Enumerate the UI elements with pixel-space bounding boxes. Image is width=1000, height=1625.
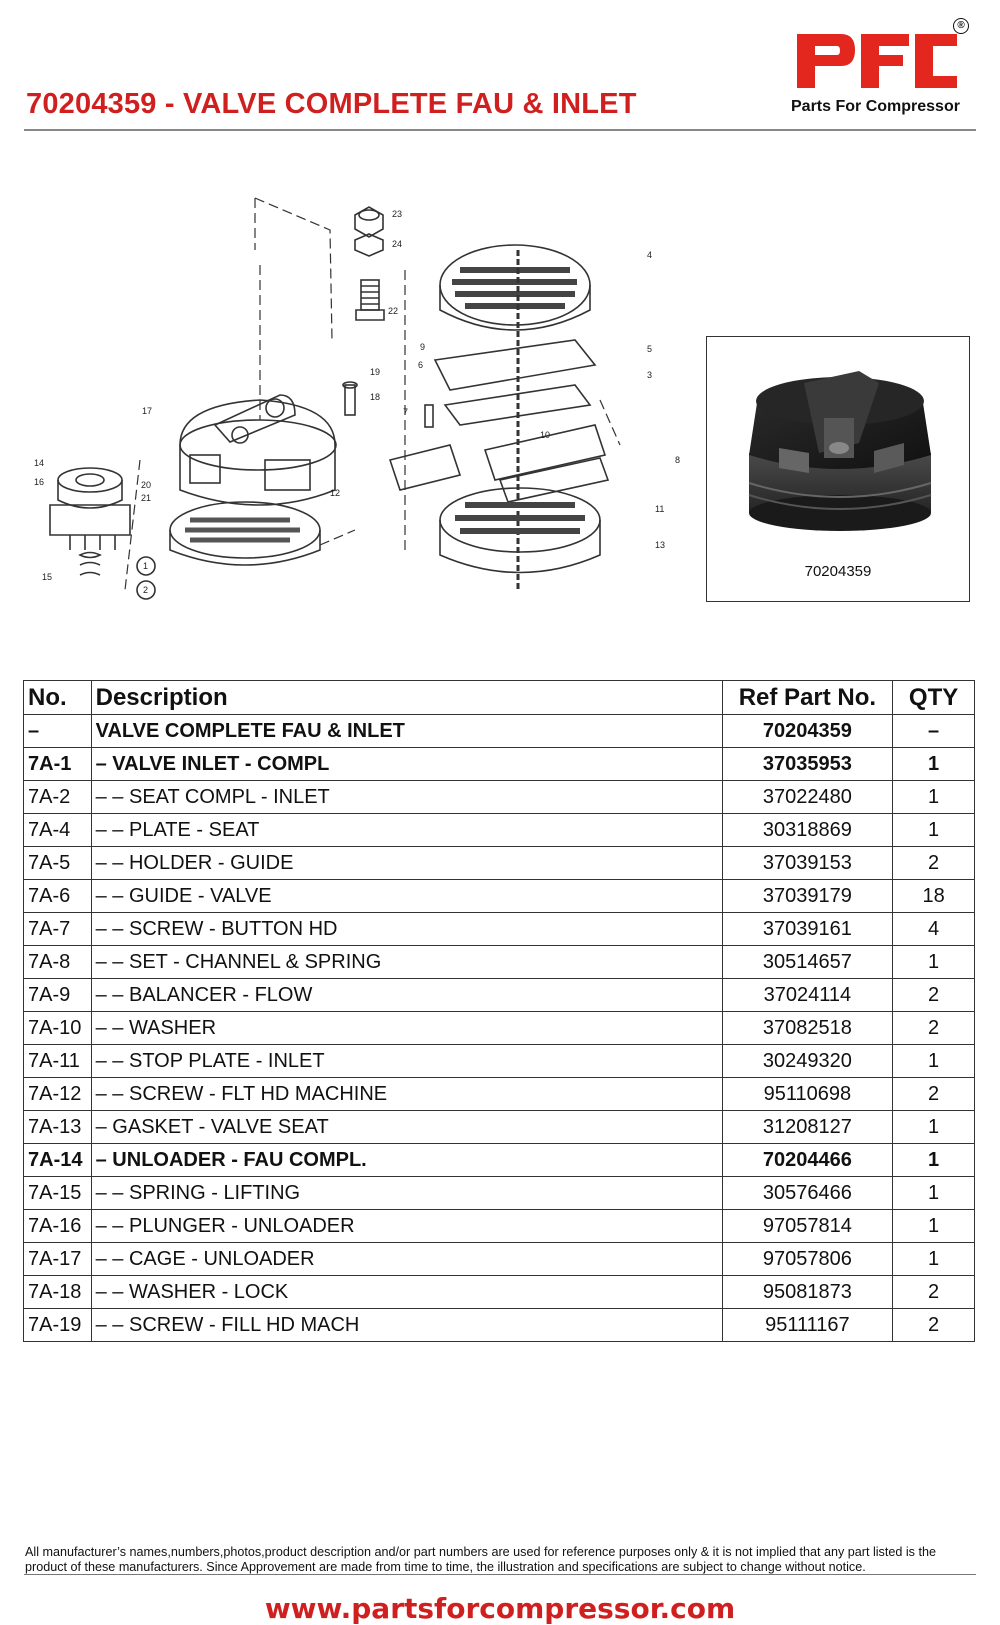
exploded-valve-diagram (30, 190, 690, 620)
product-photo-frame (706, 336, 970, 602)
callout-label: 15 (42, 572, 53, 582)
cell-description: – – STOP PLATE - INLET (91, 1045, 722, 1078)
cell-qty: 1 (893, 1111, 975, 1144)
cell-description: – GASKET - VALVE SEAT (91, 1111, 722, 1144)
cell-ref-part-no: 95110698 (722, 1078, 893, 1111)
cell-no: 7A-7 (24, 913, 92, 946)
callout-label: 18 (370, 392, 381, 402)
cell-ref-part-no: 95111167 (722, 1309, 893, 1342)
cell-description: VALVE COMPLETE FAU & INLET (91, 715, 722, 748)
logo-subtitle: Parts For Compressor (791, 98, 960, 115)
cell-no: 7A-10 (24, 1012, 92, 1045)
cell-ref-part-no: 30514657 (722, 946, 893, 979)
cell-qty: 2 (893, 1309, 975, 1342)
cell-ref-part-no: 70204359 (722, 715, 893, 748)
cell-ref-part-no: 37022480 (722, 781, 893, 814)
photo-caption: 70204359 (804, 563, 872, 580)
table-row (24, 913, 975, 946)
cell-no: 7A-14 (24, 1144, 92, 1177)
table-row (24, 1144, 975, 1177)
cell-no: 7A-9 (24, 979, 92, 1012)
cell-qty: 2 (893, 1276, 975, 1309)
cell-qty: – (893, 715, 975, 748)
lower-seat-left (170, 502, 320, 565)
callout-label: 6 (418, 360, 424, 370)
cell-ref-part-no: 37039161 (722, 913, 893, 946)
callout-label: 7 (403, 407, 409, 417)
cell-description: – – BALANCER - FLOW (91, 979, 722, 1012)
table-row (24, 1276, 975, 1309)
cell-ref-part-no: 95081873 (722, 1276, 893, 1309)
cell-no: 7A-5 (24, 847, 92, 880)
cell-description: – – PLATE - SEAT (91, 814, 722, 847)
callout-label: 12 (330, 488, 341, 498)
callout-label: 8 (675, 455, 681, 465)
callout-label: 2 (143, 585, 149, 595)
cell-description: – – PLUNGER - UNLOADER (91, 1210, 722, 1243)
cell-qty: 1 (893, 814, 975, 847)
cell-qty: 1 (893, 1177, 975, 1210)
cell-no: 7A-8 (24, 946, 92, 979)
cell-qty: 4 (893, 913, 975, 946)
footer-divider (24, 1574, 976, 1575)
cell-qty: 2 (893, 979, 975, 1012)
callout-label: 24 (392, 239, 403, 249)
cell-description: – – SCREW - FILL HD MACH (91, 1309, 722, 1342)
header-qty: QTY (893, 681, 975, 715)
cell-qty: 1 (893, 1045, 975, 1078)
callout-label: 13 (655, 540, 666, 550)
cell-description: – – SEAT COMPL - INLET (91, 781, 722, 814)
cell-no: 7A-19 (24, 1309, 92, 1342)
table-row (24, 1177, 975, 1210)
table-row (24, 748, 975, 781)
callout-label: 23 (392, 209, 403, 219)
cell-no: 7A-1 (24, 748, 92, 781)
header-description: Description (91, 681, 722, 715)
cell-no: 7A-17 (24, 1243, 92, 1276)
cell-ref-part-no: 30318869 (722, 814, 893, 847)
table-row (24, 1012, 975, 1045)
cell-qty: 2 (893, 1012, 975, 1045)
cell-ref-part-no: 97057814 (722, 1210, 893, 1243)
cell-description: – – WASHER (91, 1012, 722, 1045)
table-row (24, 1210, 975, 1243)
cell-ref-part-no: 37035953 (722, 748, 893, 781)
callout-label: 20 (141, 480, 152, 490)
table-row (24, 979, 975, 1012)
cell-no: 7A-18 (24, 1276, 92, 1309)
cell-qty: 1 (893, 1243, 975, 1276)
callout-label: 22 (388, 306, 399, 316)
cell-description: – UNLOADER - FAU COMPL. (91, 1144, 722, 1177)
table-row (24, 946, 975, 979)
unloader-body (180, 395, 336, 505)
callout-label: 16 (34, 477, 45, 487)
cell-qty: 1 (893, 1210, 975, 1243)
cell-qty: 1 (893, 946, 975, 979)
header-no: No. (24, 681, 92, 715)
nut-part (355, 207, 383, 256)
callout-label: 21 (141, 493, 152, 503)
cell-ref-part-no: 37024114 (722, 979, 893, 1012)
cell-ref-part-no: 37039153 (722, 847, 893, 880)
pfc-logo-mark (793, 28, 963, 94)
cell-qty: 18 (893, 880, 975, 913)
cell-ref-part-no: 31208127 (722, 1111, 893, 1144)
cell-ref-part-no: 70204466 (722, 1144, 893, 1177)
page-title: 70204359 - VALVE COMPLETE FAU & INLET (26, 88, 637, 120)
table-row (24, 715, 975, 748)
cell-ref-part-no: 30249320 (722, 1045, 893, 1078)
callout-label: 11 (655, 504, 665, 514)
table-header-row (24, 681, 975, 715)
callout-label: 1 (143, 561, 149, 571)
callout-label: 3 (647, 370, 653, 380)
inlet-valve-seat (440, 488, 600, 573)
cell-description: – – SCREW - BUTTON HD (91, 913, 722, 946)
table-row (24, 847, 975, 880)
cell-qty: 1 (893, 748, 975, 781)
table-row (24, 880, 975, 913)
cell-no: 7A-11 (24, 1045, 92, 1078)
pfc-logo (785, 18, 975, 123)
parts-table (23, 680, 975, 1342)
product-photo (709, 343, 969, 563)
cell-no: 7A-12 (24, 1078, 92, 1111)
website-link[interactable]: www.partsforcompressor.com (264, 1592, 736, 1625)
cell-no: 7A-2 (24, 781, 92, 814)
table-row (24, 781, 975, 814)
table-row (24, 1078, 975, 1111)
cell-description: – – CAGE - UNLOADER (91, 1243, 722, 1276)
callout-label: 4 (647, 250, 653, 260)
cell-ref-part-no: 30576466 (722, 1177, 893, 1210)
table-row (24, 1243, 975, 1276)
callout-label: 10 (540, 430, 551, 440)
cell-no: – (24, 715, 92, 748)
cell-ref-part-no: 37082518 (722, 1012, 893, 1045)
callout-label: 14 (34, 458, 45, 468)
cell-ref-part-no: 97057806 (722, 1243, 893, 1276)
table-row (24, 814, 975, 847)
header-ref-part-no: Ref Part No. (722, 681, 893, 715)
registered-mark: ® (953, 18, 969, 34)
disclaimer-text: All manufacturer’s names,numbers,photos,product description and/or part numbers are used for reference purposes only & it is not implied that any part listed is the product of these manufacturers. Since Approvement are made from time to time, the illustration and specifications are subject to change without notice. (25, 1545, 936, 1574)
cell-no: 7A-16 (24, 1210, 92, 1243)
callout-label: 19 (370, 367, 381, 377)
cell-description: – – SPRING - LIFTING (91, 1177, 722, 1210)
cell-no: 7A-13 (24, 1111, 92, 1144)
cell-qty: 2 (893, 1078, 975, 1111)
cell-qty: 2 (893, 847, 975, 880)
cell-description: – VALVE INLET - COMPL (91, 748, 722, 781)
cell-description: – – SCREW - FLT HD MACHINE (91, 1078, 722, 1111)
table-row (24, 1111, 975, 1144)
inlet-valve-top-plate (440, 245, 590, 590)
bolt-part (356, 280, 384, 320)
callout-label: 17 (142, 406, 153, 416)
callout-label: 9 (420, 342, 426, 352)
cell-no: 7A-6 (24, 880, 92, 913)
table-row (24, 1309, 975, 1342)
callout-label: 5 (647, 344, 653, 354)
cell-description: – – HOLDER - GUIDE (91, 847, 722, 880)
cell-description: – – GUIDE - VALVE (91, 880, 722, 913)
cell-description: – – WASHER - LOCK (91, 1276, 722, 1309)
cell-no: 7A-15 (24, 1177, 92, 1210)
cell-qty: 1 (893, 781, 975, 814)
cell-qty: 1 (893, 1144, 975, 1177)
table-row (24, 1045, 975, 1078)
cell-no: 7A-4 (24, 814, 92, 847)
cell-ref-part-no: 37039179 (722, 880, 893, 913)
header-divider (24, 129, 976, 131)
spring-assembly (50, 468, 155, 599)
cell-description: – – SET - CHANNEL & SPRING (91, 946, 722, 979)
